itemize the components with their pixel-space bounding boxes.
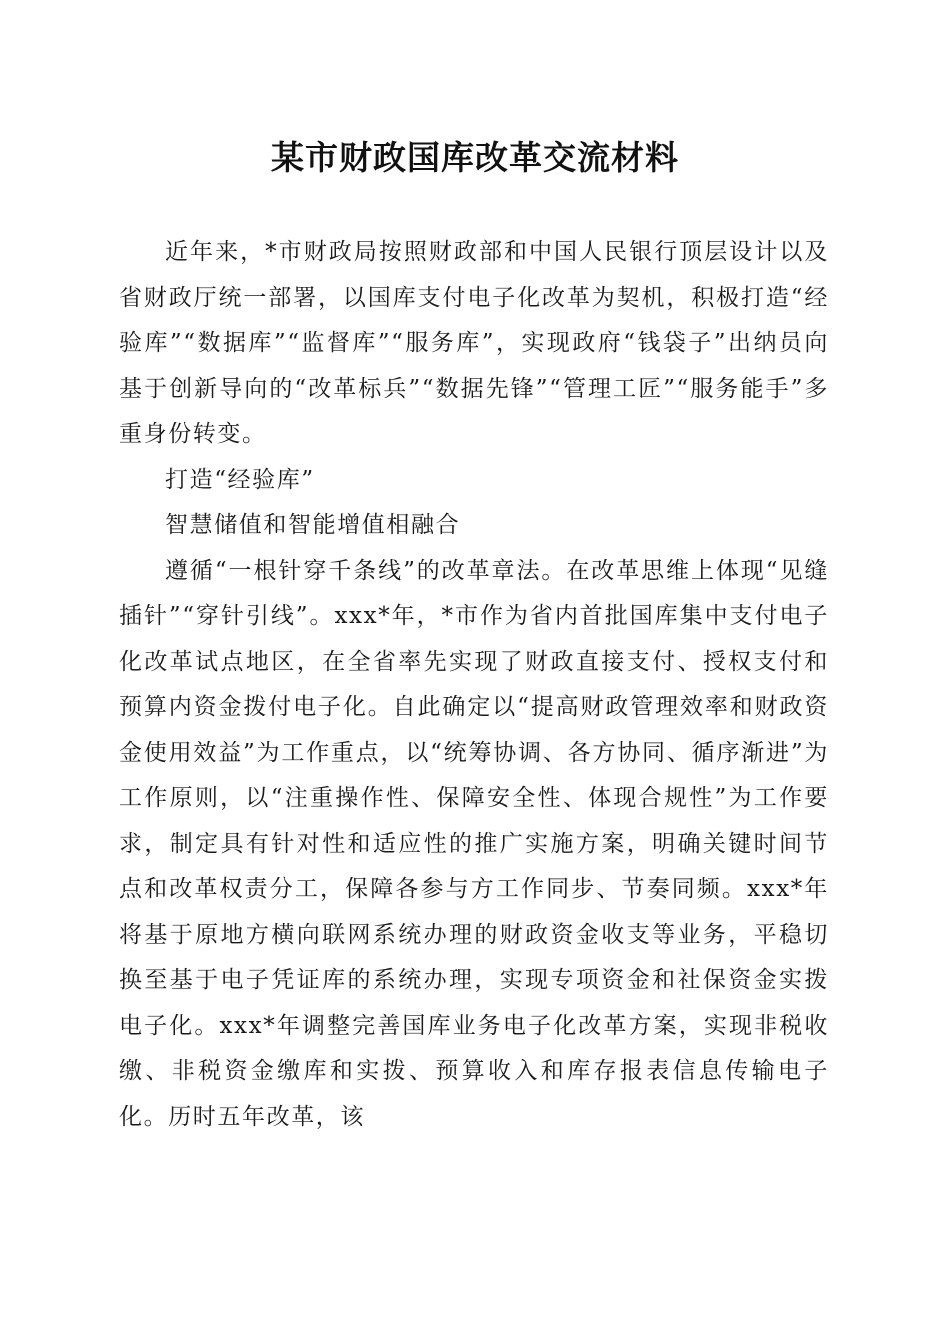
section-heading: 打造“经验库” (165, 466, 315, 493)
section-subheading: 智慧储值和智能增值相融合 (165, 512, 461, 538)
document-body (119, 230, 829, 1140)
paragraph-reform: 遵循“一根针穿千条线”的改革章法。在改革思维上体现“见缝插针”“穿针引线”。xxx*年，*市作为省内首批国库集中支付电子化改革试点地区，在全省率先实现了财政直接支付、授权支付和预算内资金拨付电子化。自此确定以“提高财政管理效率和财政资金使用效益”为工作重点，以“统筹协调、各方协同、循序渐进”为工作原则，以“注重操作性、保障安全性、体现合规性”为工作要求，制定具有针对性和适应性的推广实施方案，明确关键时间节点和改革权责分工，保障各参与方工作同步、节奏同频。xxx*年将基于原地方横向联网系统办理的财政资金收支等业务，平稳切换至基于电子凭证库的系统办理，实现专项资金和社保资金实拨电子化。xxx*年调整完善国库业务电子化改革方案，实现非税收缴、非税资金缴库和实拨、预算收入和库存报表信息传输电子化。历时五年改革，该 (119, 557, 829, 1130)
document-title: 某市财政国库改革交流材料 (271, 138, 679, 177)
paragraph-intro: 近年来，*市财政局按照财政部和中国人民银行顶层设计以及省财政厅统一部署，以国库支付电子化改革为契机，积极打造“经验库”“数据库”“监督库”“服务库”，实现政府“钱袋子”出纳员向基于创新导向的“改革标兵”“数据先锋”“管理工匠”“服务能手”多重身份转变。 (119, 239, 829, 447)
